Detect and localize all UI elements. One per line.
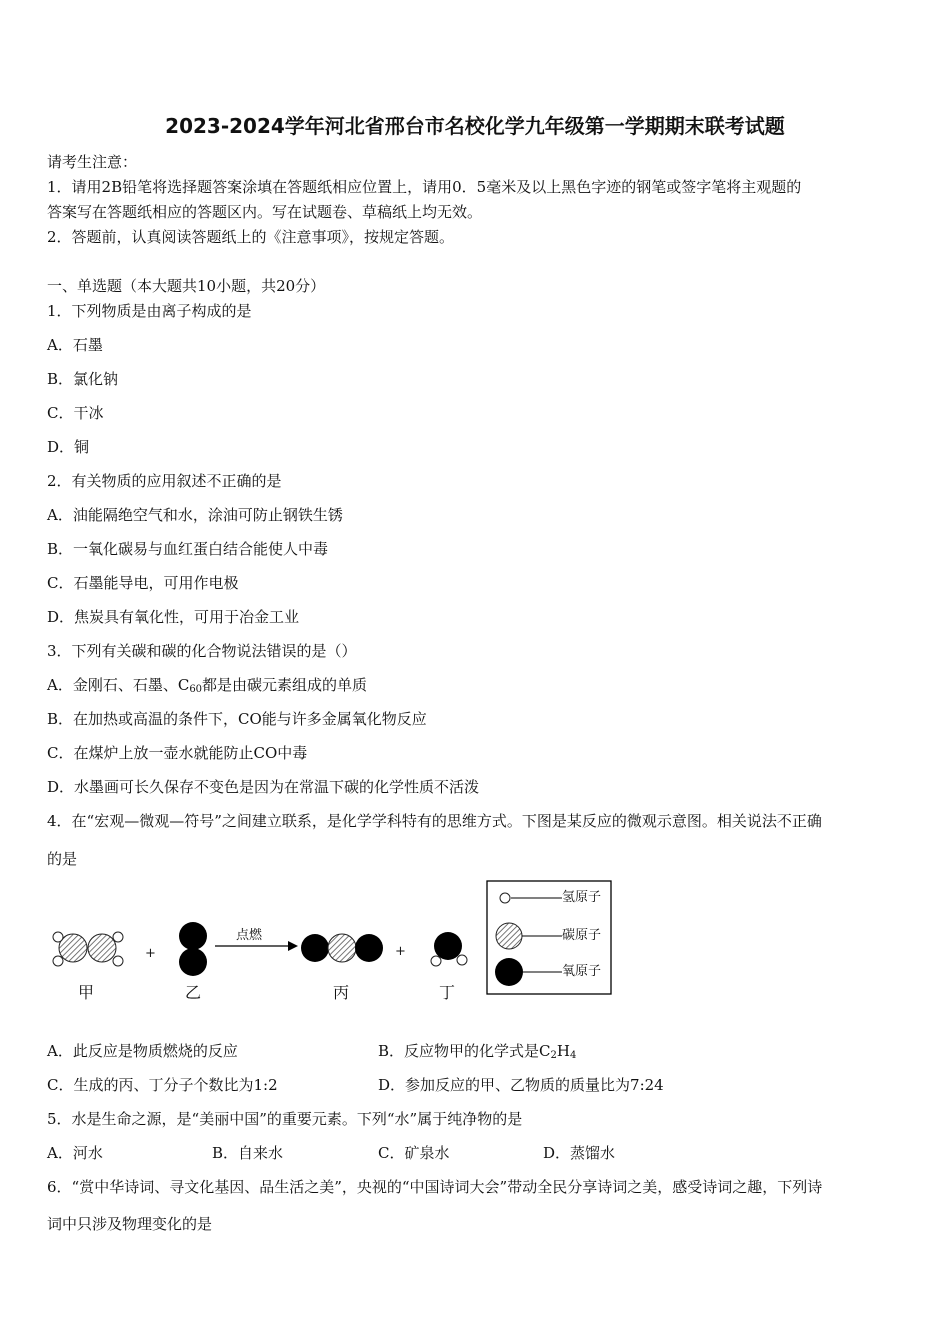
notice-item-1b: 答案写在答题纸相应的答题区内。写在试题卷、草稿纸上均无效。: [47, 203, 483, 221]
plus-2: +: [395, 944, 406, 959]
q5-option-c: C．矿泉水: [378, 1144, 450, 1162]
q3-stem: 3．下列有关碳和碳的化合物说法错误的是（）: [47, 642, 357, 660]
q3-option-d: D．水墨画可长久保存不变色是因为在常温下碳的化学性质不活泼: [47, 778, 480, 796]
q5-option-b: B．自来水: [212, 1144, 284, 1162]
q3-a-sub: 60: [189, 684, 203, 695]
notice-item-1a: 1．请用2B铅笔将选择题答案涂填在答题纸相应位置上，请用0．5毫米及以上黑色字迹的钢笔或签字笔将主观题的: [47, 178, 802, 196]
label-bing: 丙: [333, 983, 350, 1002]
section-heading: 一、单选题（本大题共10小题，共20分）: [47, 277, 326, 295]
q4-stem-b: 的是: [47, 850, 78, 868]
q3-a-pre: A．金刚石、石墨、C: [47, 676, 190, 694]
q5-option-d: D．蒸馏水: [543, 1144, 616, 1162]
q3-option-c: C．在煤炉上放一壶水就能防止CO中毒: [47, 744, 308, 762]
q1-option-a: A．石墨: [47, 336, 103, 354]
molecule-jia: [53, 932, 123, 966]
notice-heading: 请考生注意：: [47, 153, 138, 171]
q5-option-a: A．河水: [47, 1144, 103, 1162]
q2-option-b: B．一氧化碳易与血红蛋白结合能使人中毒: [47, 540, 329, 558]
reaction-condition: 点燃: [236, 928, 263, 943]
label-ding: 丁: [439, 983, 456, 1002]
legend-o-label: 氧原子: [562, 964, 602, 979]
molecule-ding: [431, 932, 467, 966]
q4-option-b: [378, 1041, 576, 1066]
q4-b-sub2: 4: [569, 1050, 577, 1061]
q5-stem: 5．水是生命之源，是“美丽中国”的重要元素。下列“水”属于纯净物的是: [47, 1110, 523, 1128]
legend-o-atom: [495, 958, 523, 986]
q1-option-d: D．铜: [47, 438, 90, 456]
q1-stem: 1．下列物质是由离子构成的是: [47, 302, 252, 320]
q1-option-b: B．氯化钠: [47, 370, 119, 388]
q4-b-pre: B．反应物甲的化学式是C: [378, 1042, 551, 1060]
q2-option-d: D．焦炭具有氧化性，可用于冶金工业: [47, 608, 300, 626]
q4-b-sub1: 2: [550, 1050, 557, 1061]
arrow-head: [288, 941, 298, 951]
legend-h-atom: [500, 893, 510, 903]
q2-stem: 2．有关物质的应用叙述不正确的是: [47, 472, 282, 490]
legend-h-label: 氢原子: [562, 890, 602, 905]
q6-stem-a: 6．“赏中华诗词、寻文化基因、品生活之美”，央视的“中国诗词大会”带动全民分享诗词之美，感受诗词之趣，下列诗: [47, 1178, 823, 1196]
plus-1: +: [145, 946, 156, 961]
q4-stem-a: 4．在“宏观—微观—符号”之间建立联系，是化学学科特有的思维方式。下图是某反应的微观示意图。相关说法不正确: [47, 812, 822, 830]
q3-option-b: B．在加热或高温的条件下，CO能与许多金属氧化物反应: [47, 710, 427, 728]
notice-item-2: 2．答题前，认真阅读答题纸上的《注意事项》，按规定答题。: [47, 228, 455, 246]
label-yi: 乙: [185, 983, 202, 1002]
q3-option-a: [47, 675, 367, 700]
q6-stem-b: 词中只涉及物理变化的是: [47, 1215, 213, 1233]
q4-option-c: C．生成的丙、丁分子个数比为1:2: [47, 1076, 278, 1094]
legend-c-label: 碳原子: [562, 928, 602, 943]
q4-option-a: A．此反应是物质燃烧的反应: [47, 1042, 238, 1060]
molecule-yi: [179, 922, 207, 976]
q3-a-post: 都是由碳元素组成的单质: [202, 676, 368, 694]
page-title: 2023-2024学年河北省邢台市名校化学九年级第一学期期末联考试题: [165, 114, 785, 138]
q4-b-mid: H: [556, 1042, 570, 1060]
q4-option-d: D．参加反应的甲、乙物质的质量比为7:24: [378, 1076, 664, 1094]
label-jia: 甲: [78, 983, 95, 1002]
legend-c-atom: [496, 923, 522, 949]
molecule-bing: [301, 934, 383, 962]
q2-option-a: A．油能隔绝空气和水，涂油可防止钢铁生锈: [47, 506, 343, 524]
q1-option-c: C．干冰: [47, 404, 104, 422]
q2-option-c: C．石墨能导电，可用作电极: [47, 574, 239, 592]
